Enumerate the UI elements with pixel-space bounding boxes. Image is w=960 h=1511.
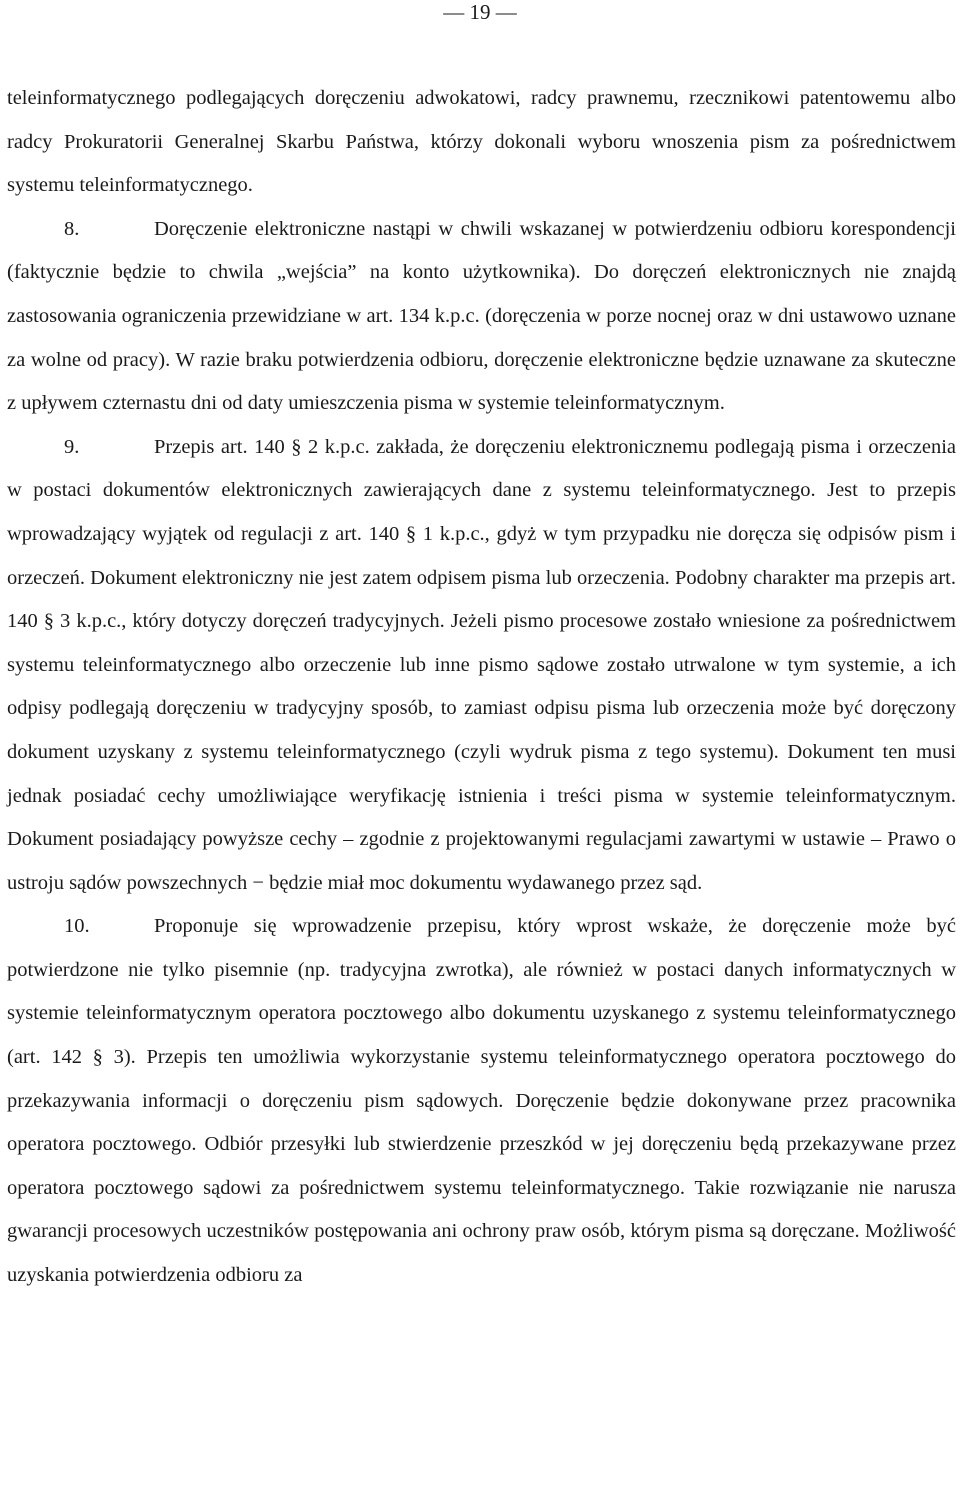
paragraph-8 [7,208,956,426]
paragraph-text: Przepis art. 140 § 2 k.p.c. zakłada, że doręczeniu elektronicznemu podlegają pisma i orzeczenia w postaci dokumentów elektronicznych zawierających dane z systemu teleinformatycznego. Jest to przepis wprowadzający wyjątek od regulacji z art. 140 § 1 k.p.c., gdyż w tym przypadku nie doręcza się odpisów pism i orzeczeń. Dokument elektroniczny nie jest zatem odpisem pisma lub orzeczenia. Podobny charakter ma przepis art. 140 § 3 k.p.c., który dotyczy doręczeń tradycyjnych. Jeżeli pismo procesowe zostało wniesione za pośrednictwem systemu teleinformatycznego albo orzeczenie lub inne pismo sądowe zostało utrwalone w tym systemie, a ich odpisy podlegają doręczeniu w tradycyjny sposób, to zamiast odpisu pisma lub orzeczenia może być doręczony dokument uzyskany z systemu teleinformatycznego (czyli wydruk pisma z tego systemu). Dokument ten musi jednak posiadać cechy umożliwiające weryfikację istnienia i treści pisma w systemie teleinformatycznym. Dokument posiadający powyższe cechy – zgodnie z projektowanymi regulacjami zawartymi w ustawie – Prawo o ustroju sądów powszechnych − będzie miał moc dokumentu wydawanego przez sąd. [7,435,956,894]
paragraph-continuation: teleinformatycznego podlegających doręczeniu adwokatowi, radcy prawnemu, rzecznikowi patentowemu albo radcy Prokuratorii Generalnej Skarbu Państwa, którzy dokonali wyboru wnoszenia pism za pośrednictwem systemu teleinformatycznego. [7,87,956,197]
page-number: — 19 — [443,0,517,24]
paragraph-text: Proponuje się wprowadzenie przepisu, który wprost wskaże, że doręczenie może być potwierdzone nie tylko pisemnie (np. tradycyjna zwrotka), ale również w postaci danych informatycznych w systemie teleinformatycznym operatora pocztowego albo dokumentu uzyskanego z systemu teleinformatycznego (art. 142 § 3). Przepis ten umożliwia wykorzystanie systemu teleinformatycznego operatora pocztowego do przekazywania informacji o doręczeniu pism sądowych. Doręczenie będzie dokonywane przez pracownika operatora pocztowego. Odbiór przesyłki lub stwierdzenie przeszkód w jej doręczeniu będą przekazywane przez operatora pocztowego sądowi za pośrednictwem systemu teleinformatycznego. Takie rozwiązanie nie narusza gwarancji procesowych uczestników postępowania ani ochrony praw osób, którym pisma są doręczane. Możliwość uzyskania potwierdzenia odbioru za [7,915,956,1287]
paragraph-9 [7,426,956,906]
paragraph-text: Doręczenie elektroniczne nastąpi w chwili wskazanej w potwierdzeniu odbioru korespondencji (faktycznie będzie to chwila „wejścia” na konto użytkownika). Do doręczeń elektronicznych nie znajdą zastosowania ograniczenia przewidziane w art. 134 k.p.c. (doręczenia w porze nocnej oraz w dni ustawowo uznane za wolne od pracy). W razie braku potwierdzenia odbioru, doręczenie elektroniczne będzie uznawane za skuteczne z upływem czternastu dni od daty umieszczenia pisma w systemie teleinformatycznym. [7,217,956,415]
paragraph-number: 10. [64,915,90,938]
paragraph-number: 8. [64,217,80,240]
document-body [7,77,956,1298]
paragraph-number: 9. [64,435,80,458]
paragraph-10 [7,905,956,1297]
